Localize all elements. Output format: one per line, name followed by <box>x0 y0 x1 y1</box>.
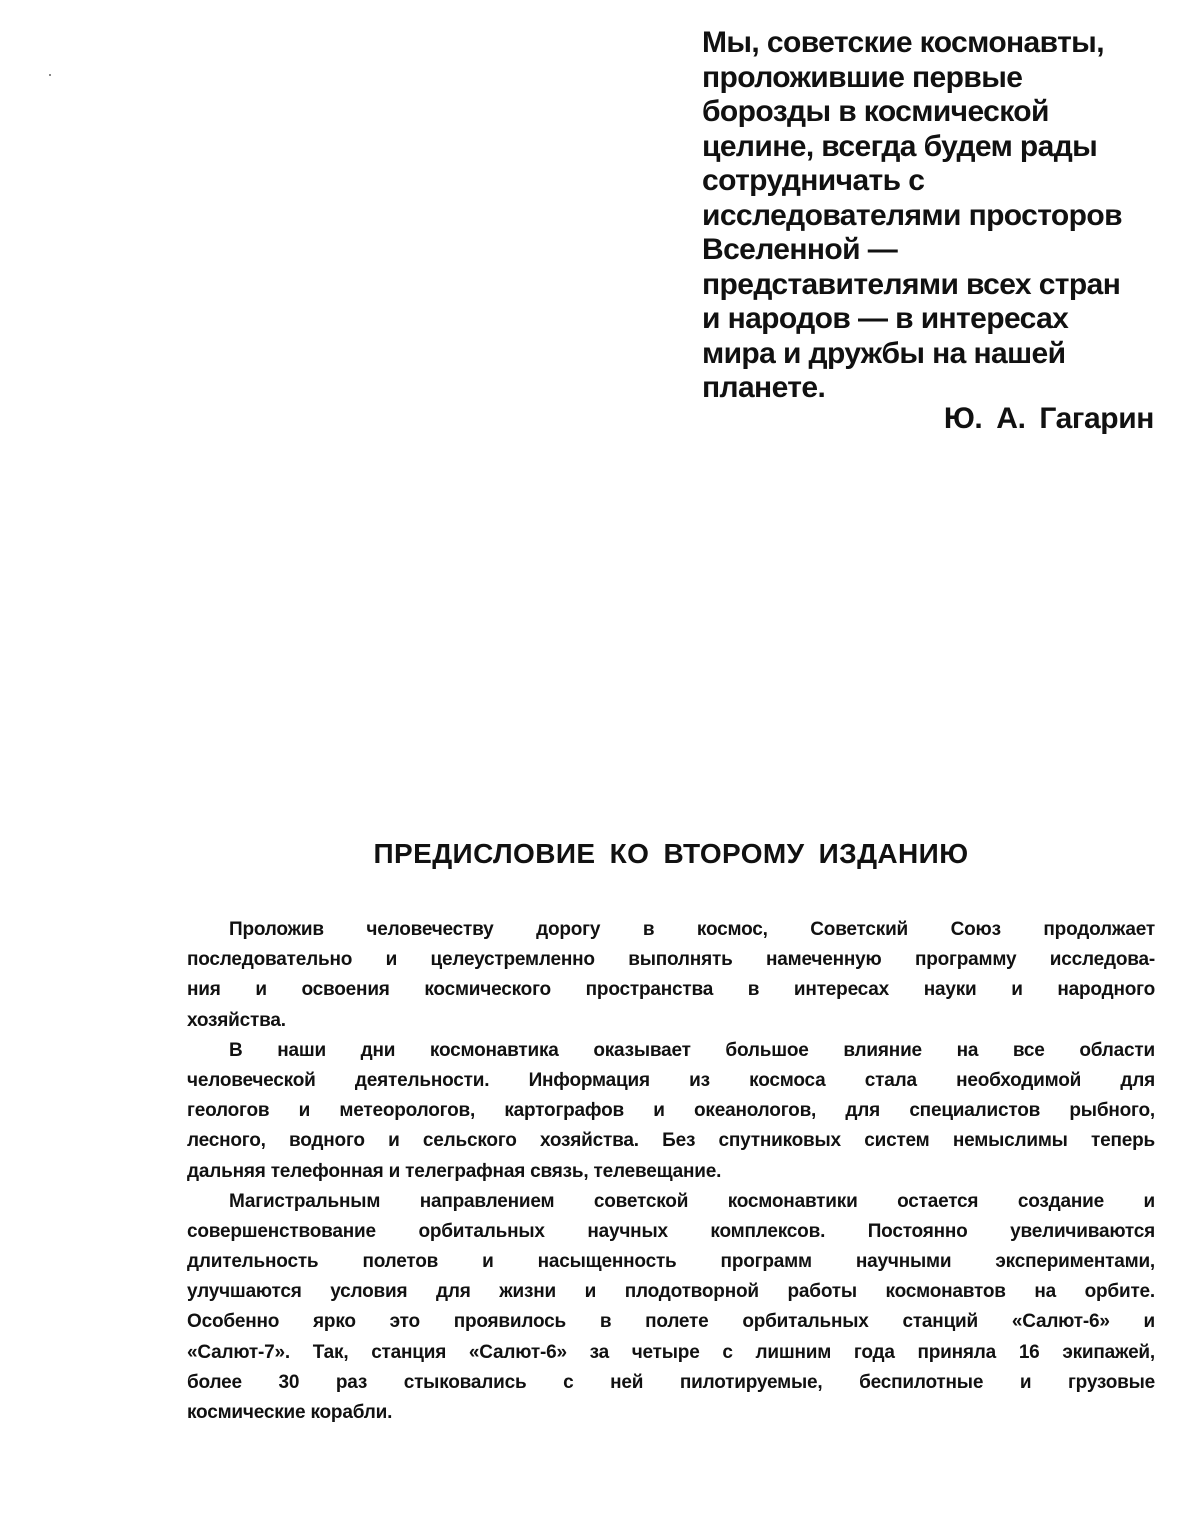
text-line: «Салют-7». Так, станция «Салют-6» за четыре с лишним года приняла 16 экипажей, <box>187 1341 1155 1363</box>
preface-body <box>187 915 1155 1428</box>
epigraph-line: борозды в космической <box>702 95 1049 128</box>
text-line: геологов и метеорологов, картографов и океанологов, для специалистов рыбного, <box>187 1100 1155 1122</box>
epigraph-line: Мы, советские космонавты, <box>702 26 1104 59</box>
text-line: Магистральным направлением советской космонавтики остается создание и <box>229 1190 1155 1212</box>
paragraph-1 <box>187 915 1155 1036</box>
epigraph-line: планете. <box>702 371 826 404</box>
epigraph-line: Вселенной — <box>702 233 898 266</box>
text-line: Особенно ярко это проявилось в полете орбитальных станций «Салют-6» и <box>187 1311 1155 1333</box>
text-line: длительность полетов и насыщенность программ научными экспериментами, <box>187 1251 1155 1273</box>
section-title: ПРЕДИСЛОВИЕ КО ВТОРОМУ ИЗДАНИЮ <box>373 838 969 869</box>
epigraph-line: целине, всегда будем рады <box>702 129 1098 163</box>
text-line: более 30 раз стыковались с ней пилотируемые, беспилотные и грузовые <box>187 1371 1155 1393</box>
text-line: космические корабли. <box>187 1402 393 1423</box>
text-line: лесного, водного и сельского хозяйства. Без спутниковых систем немыслимы теперь <box>187 1130 1155 1152</box>
text-line: последовательно и целеустремленно выполнять намеченную программу исследова- <box>187 949 1155 971</box>
epigraph <box>702 26 1162 406</box>
epigraph-line: исследователями просторов <box>702 198 1122 232</box>
paragraph-3 <box>187 1187 1155 1429</box>
epigraph-line: представителями всех стран <box>702 267 1121 301</box>
text-line: Проложив человечеству дорогу в космос, Советский Союз продолжает <box>229 919 1155 940</box>
text-line: дальняя телефонная и телеграфная связь, телевещание. <box>187 1160 722 1182</box>
epigraph-author: Ю. А. Гагарин <box>943 402 1154 435</box>
epigraph-line: и народов — в интересах <box>702 302 1069 335</box>
text-line: В наши дни космонавтика оказывает большое влияние на все области <box>229 1039 1155 1061</box>
text-line: улучшаются условия для жизни и плодотворной работы космонавтов на орбите. <box>187 1281 1155 1303</box>
text-line: хозяйства. <box>187 1009 286 1031</box>
paragraph-2 <box>187 1036 1155 1187</box>
text-line: человеческой деятельности. Информация из космоса стала необходимой для <box>187 1069 1155 1091</box>
text-line: ния и освоения космического пространства в интересах науки и народного <box>187 979 1155 1001</box>
epigraph-line: сотрудничать с <box>702 164 925 197</box>
epigraph-line: проложившие первые <box>702 60 1023 94</box>
scan-speck <box>49 74 51 76</box>
epigraph-line: мира и дружбы на нашей <box>702 336 1066 370</box>
text-line: совершенствование орбитальных научных комплексов. Постоянно увеличиваются <box>187 1220 1155 1242</box>
